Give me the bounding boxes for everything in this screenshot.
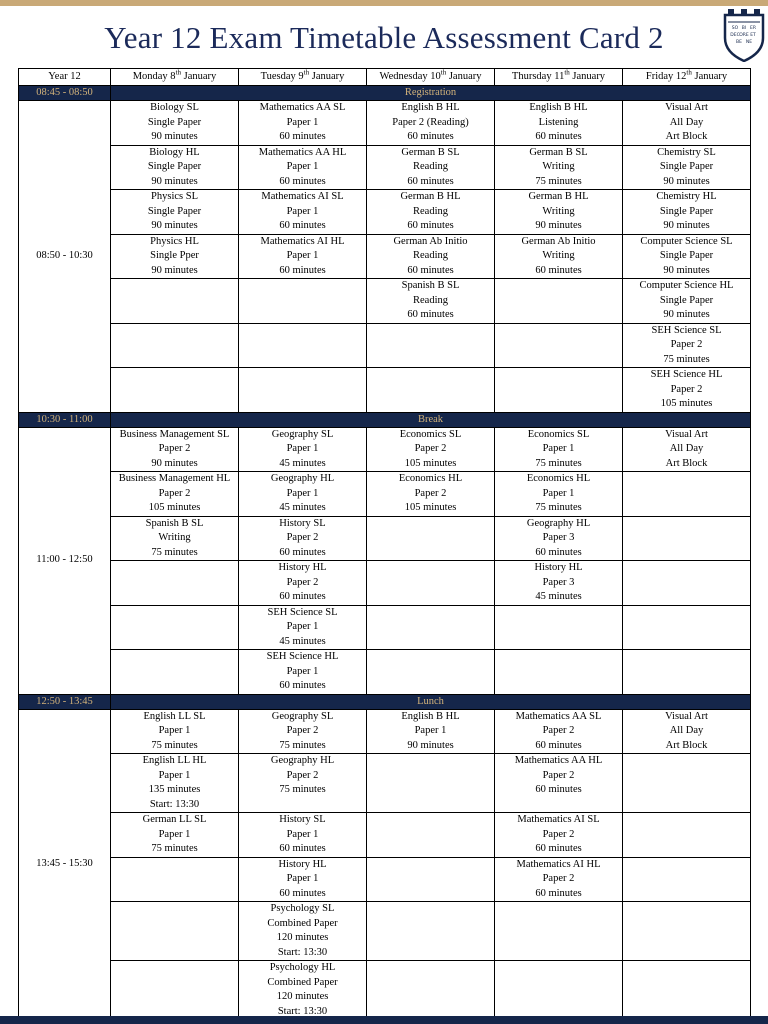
table-row	[19, 368, 751, 413]
exam-cell: Geography SL Paper 2 75 minutes	[239, 709, 367, 754]
top-accent-band	[0, 0, 768, 6]
exam-cell-empty	[367, 561, 495, 606]
day-header-wednesday: Wednesday 10th January	[367, 69, 495, 86]
exam-cell-empty	[111, 650, 239, 695]
exam-cell: Physics HL Single Pper 90 minutes	[111, 234, 239, 279]
exam-cell: Mathematics AI SL Paper 2 60 minutes	[495, 813, 623, 858]
exam-cell: SEH Science SL Paper 1 45 minutes	[239, 605, 367, 650]
exam-cell: Chemistry SL Single Paper 90 minutes	[623, 145, 751, 190]
exam-cell: German Ab Initio Reading 60 minutes	[367, 234, 495, 279]
exam-cell-empty	[111, 902, 239, 961]
table-row	[19, 234, 751, 279]
table-row	[19, 902, 751, 961]
table-row	[19, 190, 751, 235]
table-row	[19, 323, 751, 368]
svg-text:NE: NE	[745, 40, 753, 45]
exam-cell: Economics HL Paper 2 105 minutes	[367, 472, 495, 517]
exam-cell: German B SL Writing 75 minutes	[495, 145, 623, 190]
exam-cell-empty	[623, 650, 751, 695]
exam-cell-empty	[495, 323, 623, 368]
exam-cell: English B HL Paper 1 90 minutes	[367, 709, 495, 754]
table-row	[19, 279, 751, 324]
band-label: Registration	[111, 86, 751, 101]
table-row	[19, 857, 751, 902]
exam-cell: English LL SL Paper 1 75 minutes	[111, 709, 239, 754]
exam-cell-empty	[623, 516, 751, 561]
exam-cell-empty	[495, 605, 623, 650]
exam-cell-empty	[111, 961, 239, 1020]
exam-cell: German B HL Reading 60 minutes	[367, 190, 495, 235]
exam-cell: History SL Paper 1 60 minutes	[239, 813, 367, 858]
exam-cell: SEH Science HL Paper 2 105 minutes	[623, 368, 751, 413]
exam-cell-empty	[367, 368, 495, 413]
table-row	[19, 101, 751, 146]
exam-cell-empty	[623, 857, 751, 902]
exam-cell-empty	[111, 561, 239, 606]
exam-cell-empty	[495, 279, 623, 324]
exam-timetable	[18, 68, 751, 1020]
exam-cell: Spanish B SL Writing 75 minutes	[111, 516, 239, 561]
exam-cell: SEH Science HL Paper 1 60 minutes	[239, 650, 367, 695]
band-label: Lunch	[111, 694, 751, 709]
exam-cell: History HL Paper 3 45 minutes	[495, 561, 623, 606]
bottom-accent-band	[0, 1016, 768, 1024]
day-header-monday: Monday 8th January	[111, 69, 239, 86]
page-title: Year 12 Exam Timetable Assessment Card 2	[104, 20, 664, 55]
year-header: Year 12	[19, 69, 111, 86]
table-row	[19, 561, 751, 606]
exam-cell: German Ab Initio Writing 60 minutes	[495, 234, 623, 279]
exam-cell-empty	[623, 813, 751, 858]
exam-cell: Physics SL Single Paper 90 minutes	[111, 190, 239, 235]
svg-text:BI: BI	[741, 26, 747, 31]
exam-cell-empty	[623, 472, 751, 517]
table-row	[19, 516, 751, 561]
svg-text:ER: ER	[750, 26, 756, 31]
table-row	[19, 605, 751, 650]
exam-cell-empty	[495, 961, 623, 1020]
table-row	[19, 754, 751, 813]
exam-cell: Biology HL Single Paper 90 minutes	[111, 145, 239, 190]
school-crest-logo	[722, 8, 766, 62]
day-header-friday: Friday 12th January	[623, 69, 751, 86]
exam-cell: Psychology HL Combined Paper 120 minutes Start: 13:30	[239, 961, 367, 1020]
exam-cell: Visual Art All Day Art Block	[623, 427, 751, 472]
table-row	[19, 961, 751, 1020]
svg-text:ET: ET	[750, 33, 756, 38]
header-row	[19, 69, 751, 86]
exam-cell-empty	[367, 650, 495, 695]
exam-cell: Geography SL Paper 1 45 minutes	[239, 427, 367, 472]
svg-text:ORE: ORE	[739, 33, 749, 38]
exam-cell: Visual Art All Day Art Block	[623, 101, 751, 146]
exam-cell-empty	[239, 368, 367, 413]
exam-cell: Chemistry HL Single Paper 90 minutes	[623, 190, 751, 235]
exam-cell: German B HL Writing 90 minutes	[495, 190, 623, 235]
table-row	[19, 145, 751, 190]
table-row	[19, 709, 751, 754]
exam-cell-empty	[239, 323, 367, 368]
exam-cell: Mathematics AA SL Paper 1 60 minutes	[239, 101, 367, 146]
svg-text:DEC: DEC	[730, 33, 740, 38]
exam-cell: SEH Science SL Paper 2 75 minutes	[623, 323, 751, 368]
exam-cell: Business Management HL Paper 2 105 minutes	[111, 472, 239, 517]
break-band	[19, 412, 751, 427]
exam-cell-empty	[111, 857, 239, 902]
exam-cell-empty	[623, 961, 751, 1020]
exam-cell: Mathematics AA SL Paper 2 60 minutes	[495, 709, 623, 754]
exam-cell: Geography HL Paper 3 60 minutes	[495, 516, 623, 561]
exam-cell: Psychology SL Combined Paper 120 minutes Start: 13:30	[239, 902, 367, 961]
table-row	[19, 813, 751, 858]
exam-cell-empty	[623, 561, 751, 606]
band-label: Break	[111, 412, 751, 427]
exam-cell-empty	[367, 813, 495, 858]
exam-cell: Business Management SL Paper 2 90 minutes	[111, 427, 239, 472]
exam-cell-empty	[367, 902, 495, 961]
exam-cell: Mathematics AA HL Paper 2 60 minutes	[495, 754, 623, 813]
exam-cell: Mathematics AA HL Paper 1 60 minutes	[239, 145, 367, 190]
exam-cell: Geography HL Paper 2 75 minutes	[239, 754, 367, 813]
exam-cell: German B SL Reading 60 minutes	[367, 145, 495, 190]
svg-text:BE: BE	[736, 40, 742, 45]
exam-cell: Computer Science SL Single Paper 90 minutes	[623, 234, 751, 279]
day-header-tuesday: Tuesday 9th January	[239, 69, 367, 86]
exam-cell-empty	[495, 650, 623, 695]
exam-cell-empty	[239, 279, 367, 324]
lunch-band	[19, 694, 751, 709]
exam-cell: Geography HL Paper 1 45 minutes	[239, 472, 367, 517]
exam-cell: Mathematics AI SL Paper 1 60 minutes	[239, 190, 367, 235]
table-row	[19, 427, 751, 472]
exam-cell: Visual Art All Day Art Block	[623, 709, 751, 754]
exam-cell-empty	[367, 323, 495, 368]
exam-cell: History HL Paper 2 60 minutes	[239, 561, 367, 606]
exam-cell-empty	[367, 605, 495, 650]
exam-cell: History SL Paper 2 60 minutes	[239, 516, 367, 561]
exam-cell-empty	[367, 516, 495, 561]
exam-cell-empty	[111, 605, 239, 650]
band-time: 08:45 - 08:50	[19, 86, 111, 101]
exam-cell: Mathematics AI HL Paper 1 60 minutes	[239, 234, 367, 279]
exam-cell: Economics SL Paper 2 105 minutes	[367, 427, 495, 472]
exam-cell: History HL Paper 1 60 minutes	[239, 857, 367, 902]
svg-text:SO: SO	[731, 26, 739, 31]
exam-cell-empty	[111, 323, 239, 368]
exam-cell: English B HL Paper 2 (Reading) 60 minutes	[367, 101, 495, 146]
exam-cell-empty	[623, 754, 751, 813]
exam-cell: Computer Science HL Single Paper 90 minutes	[623, 279, 751, 324]
exam-cell: Biology SL Single Paper 90 minutes	[111, 101, 239, 146]
exam-cell-empty	[111, 368, 239, 413]
exam-cell-empty	[623, 605, 751, 650]
exam-cell-empty	[367, 754, 495, 813]
exam-cell-empty	[111, 279, 239, 324]
exam-cell: Mathematics AI HL Paper 2 60 minutes	[495, 857, 623, 902]
session-time: 08:50 - 10:30	[19, 101, 111, 413]
band-time: 12:50 - 13:45	[19, 694, 111, 709]
table-row	[19, 472, 751, 517]
exam-cell: German LL SL Paper 1 75 minutes	[111, 813, 239, 858]
exam-cell: Economics SL Paper 1 75 minutes	[495, 427, 623, 472]
registration-band	[19, 86, 751, 101]
exam-cell: English B HL Listening 60 minutes	[495, 101, 623, 146]
day-header-thursday: Thursday 11th January	[495, 69, 623, 86]
session-time: 13:45 - 15:30	[19, 709, 111, 1020]
exam-cell-empty	[367, 961, 495, 1020]
exam-cell-empty	[495, 368, 623, 413]
exam-cell-empty	[495, 902, 623, 961]
exam-cell: Spanish B SL Reading 60 minutes	[367, 279, 495, 324]
exam-cell: Economics HL Paper 1 75 minutes	[495, 472, 623, 517]
exam-cell-empty	[367, 857, 495, 902]
exam-cell-empty	[623, 902, 751, 961]
table-row	[19, 650, 751, 695]
band-time: 10:30 - 11:00	[19, 412, 111, 427]
exam-cell: English LL HL Paper 1 135 minutes Start: 13:30	[111, 754, 239, 813]
session-time: 11:00 - 12:50	[19, 427, 111, 694]
